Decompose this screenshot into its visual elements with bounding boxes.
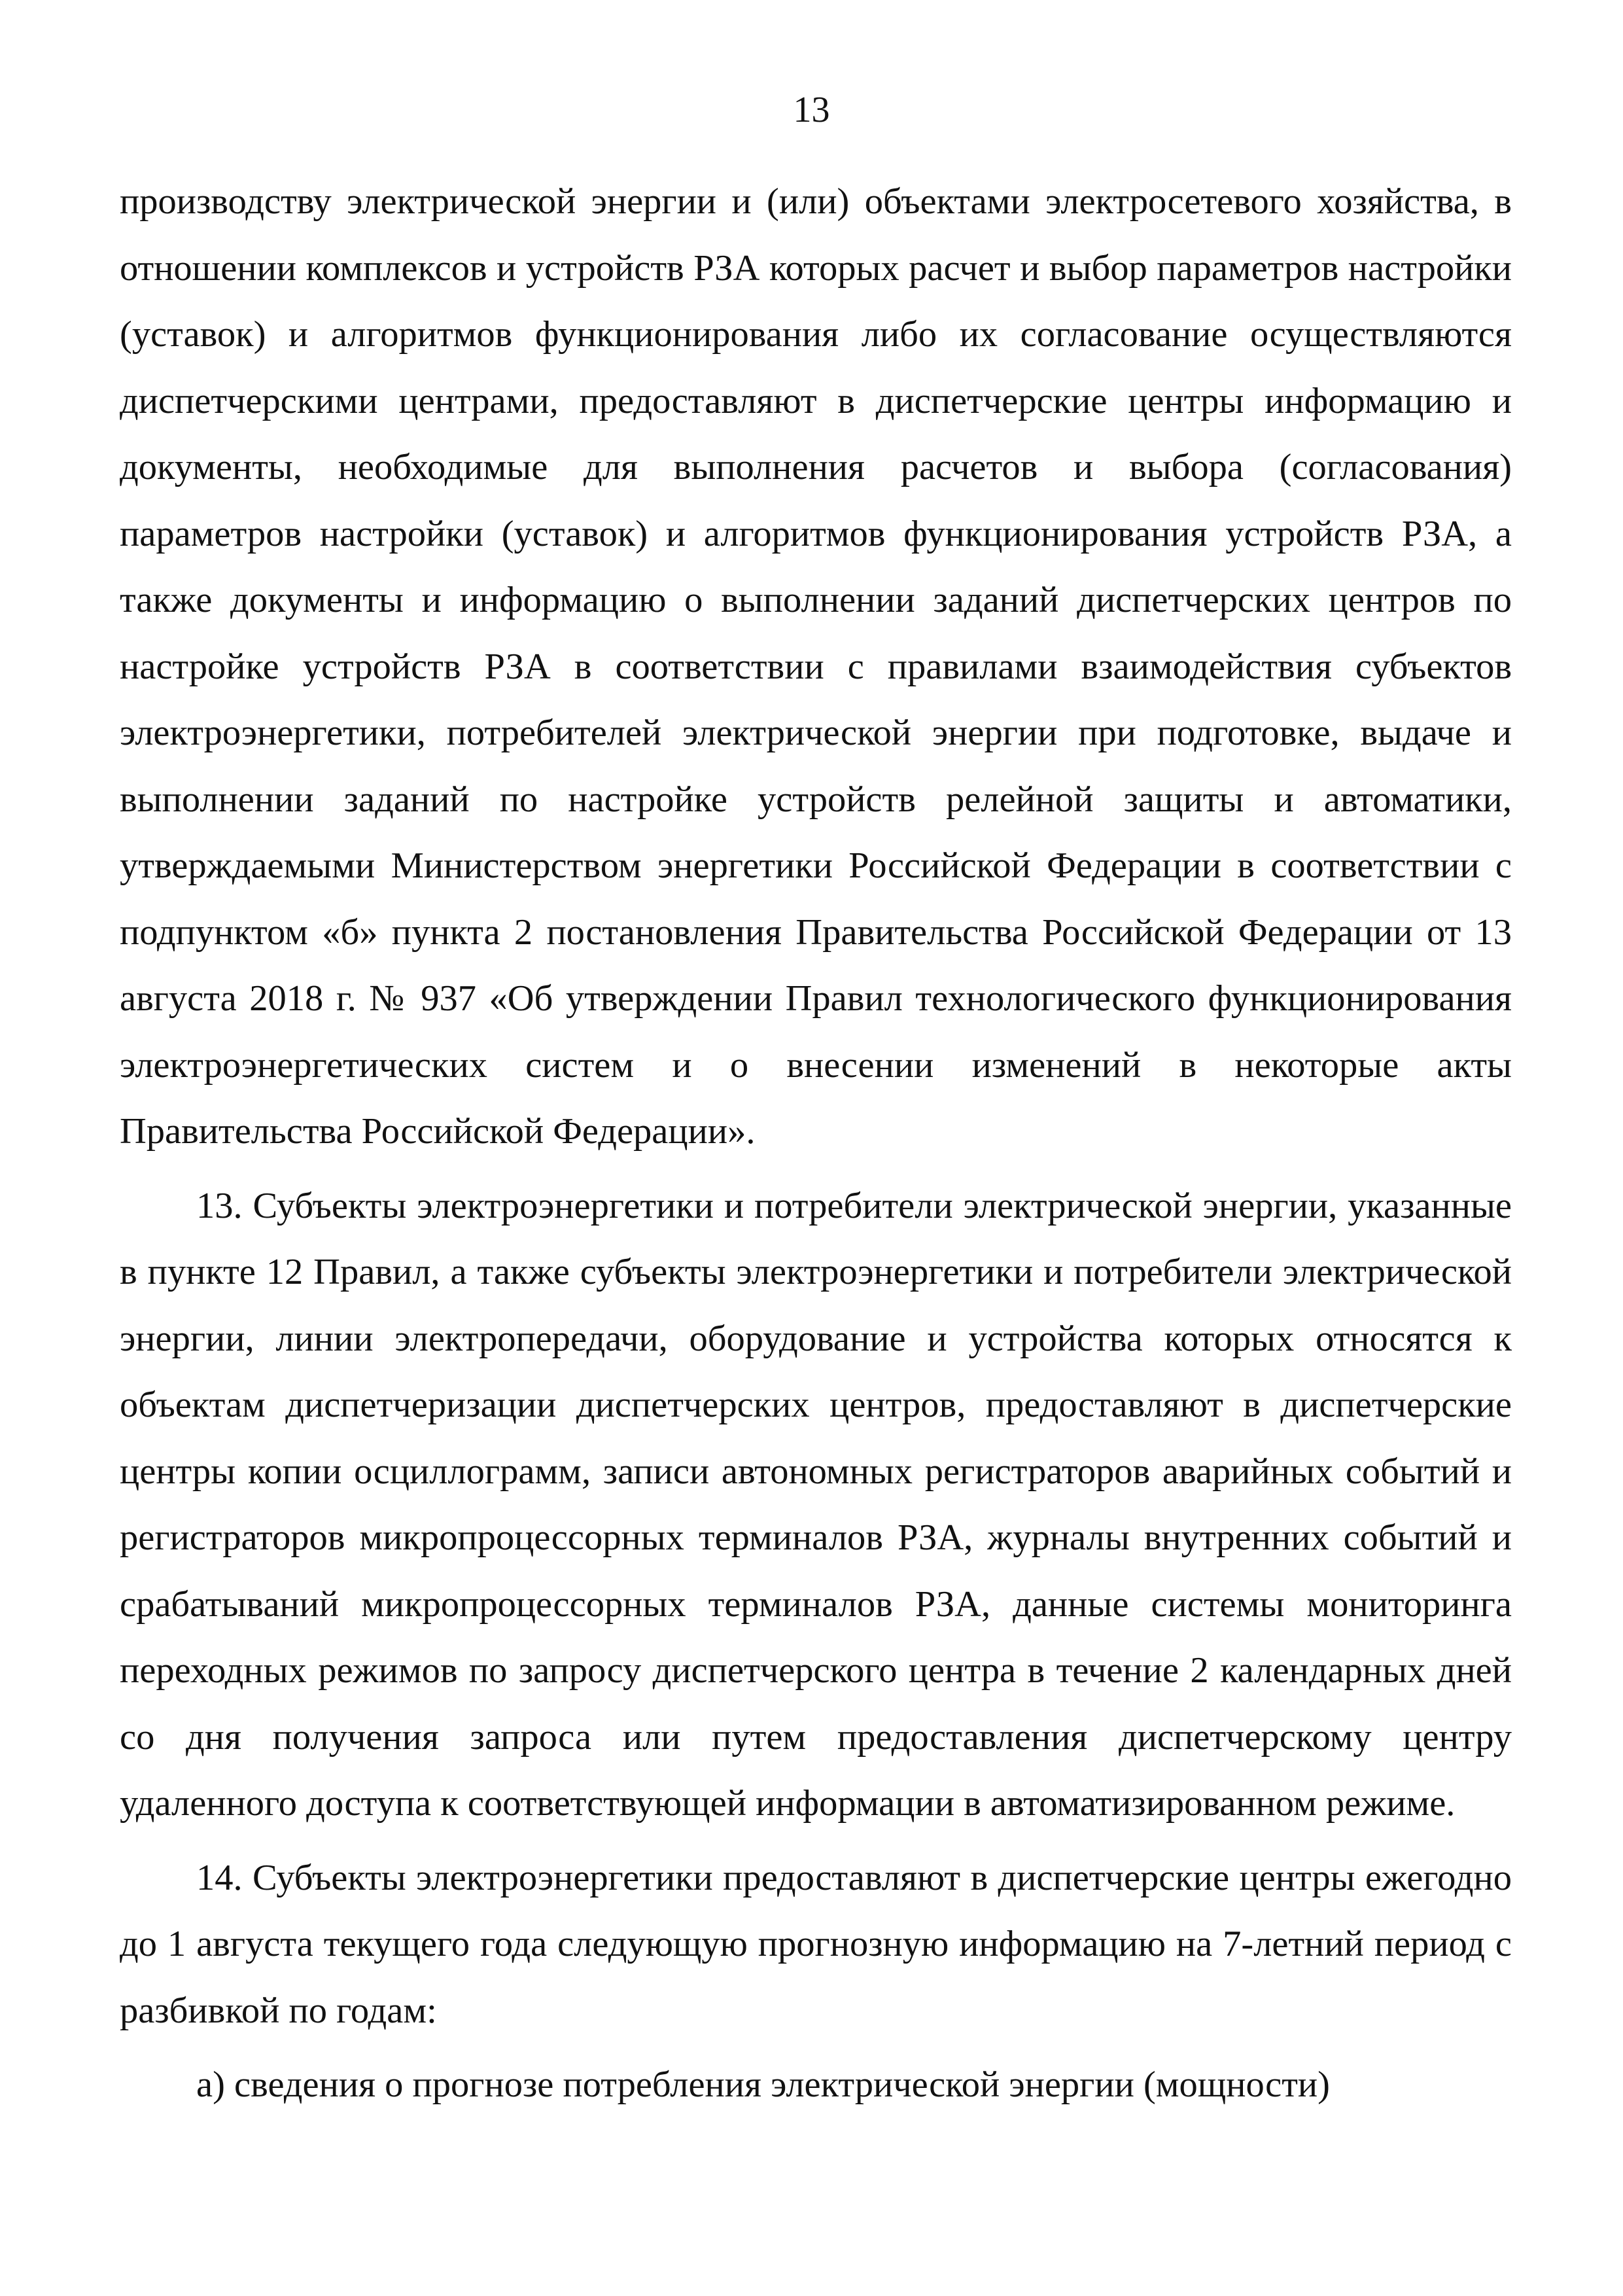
paragraph-item-14: 14. Субъекты электроэнергетики предоставляют в диспетчерские центры ежегодно до 1 августа текущего года следующую прогнозную информацию на 7-летний период с разбивкой по годам:: [120, 1857, 1512, 2031]
page-number: 13: [793, 90, 830, 130]
paragraph-continuation: производству электрической энергии и (или) объектами электросетевого хозяйства, в отношении комплексов и устройств РЗА которых расчет и выбор параметров настройки (уставок) и алгоритмов функционирования либо их согласование осуществляются диспетчерскими центрами, предоставляют в диспетчерские центры информацию и документы, необходимые для выполнения расчетов и выбора (согласования) параметров настройки (уставок) и алгоритмов функционирования устройств РЗА, а также документы и информацию о выполнении заданий диспетчерских центров по настройке устройств РЗА в соответствии с правилами взаимодействия субъектов электроэнергетики, потребителей электрической энергии при подготовке, выдаче и выполнении заданий по настройке устройств релейной защиты и автоматики, утверждаемыми Министерством энергетики Российской Федерации в соответствии с подпунктом «б» пункта 2 постановления Правительства Российской Федерации от 13 августа 2018 г. № 937 «Об утверждении Правил технологического функционирования электроэнергетических систем и о внесении изменений в некоторые акты Правительства Российской Федерации».: [120, 181, 1512, 1152]
paragraph-item-14-a: а) сведения о прогнозе потребления электрической энергии (мощности): [196, 2064, 1330, 2105]
paragraph-item-13: 13. Субъекты электроэнергетики и потребители электрической энергии, указанные в пункте 12 Правил, а также субъекты электроэнергетики и потребители электрической энергии, линии электропередачи, оборудование и устройства которых относятся к объектам диспетчеризации диспетчерских центров, предоставляют в диспетчерские центры копии осциллограмм, записи автономных регистраторов аварийных событий и регистраторов микропроцессорных терминалов РЗА, журналы внутренних событий и срабатываний микропроцессорных терминалов РЗА, данные системы мониторинга переходных режимов по запросу диспетчерского центра в течение 2 календарных дней со дня получения запроса или путем предоставления диспетчерскому центру удаленного доступа к соответствующей информации в автоматизированном режиме.: [120, 1185, 1512, 1824]
document-body: [120, 169, 1512, 2119]
